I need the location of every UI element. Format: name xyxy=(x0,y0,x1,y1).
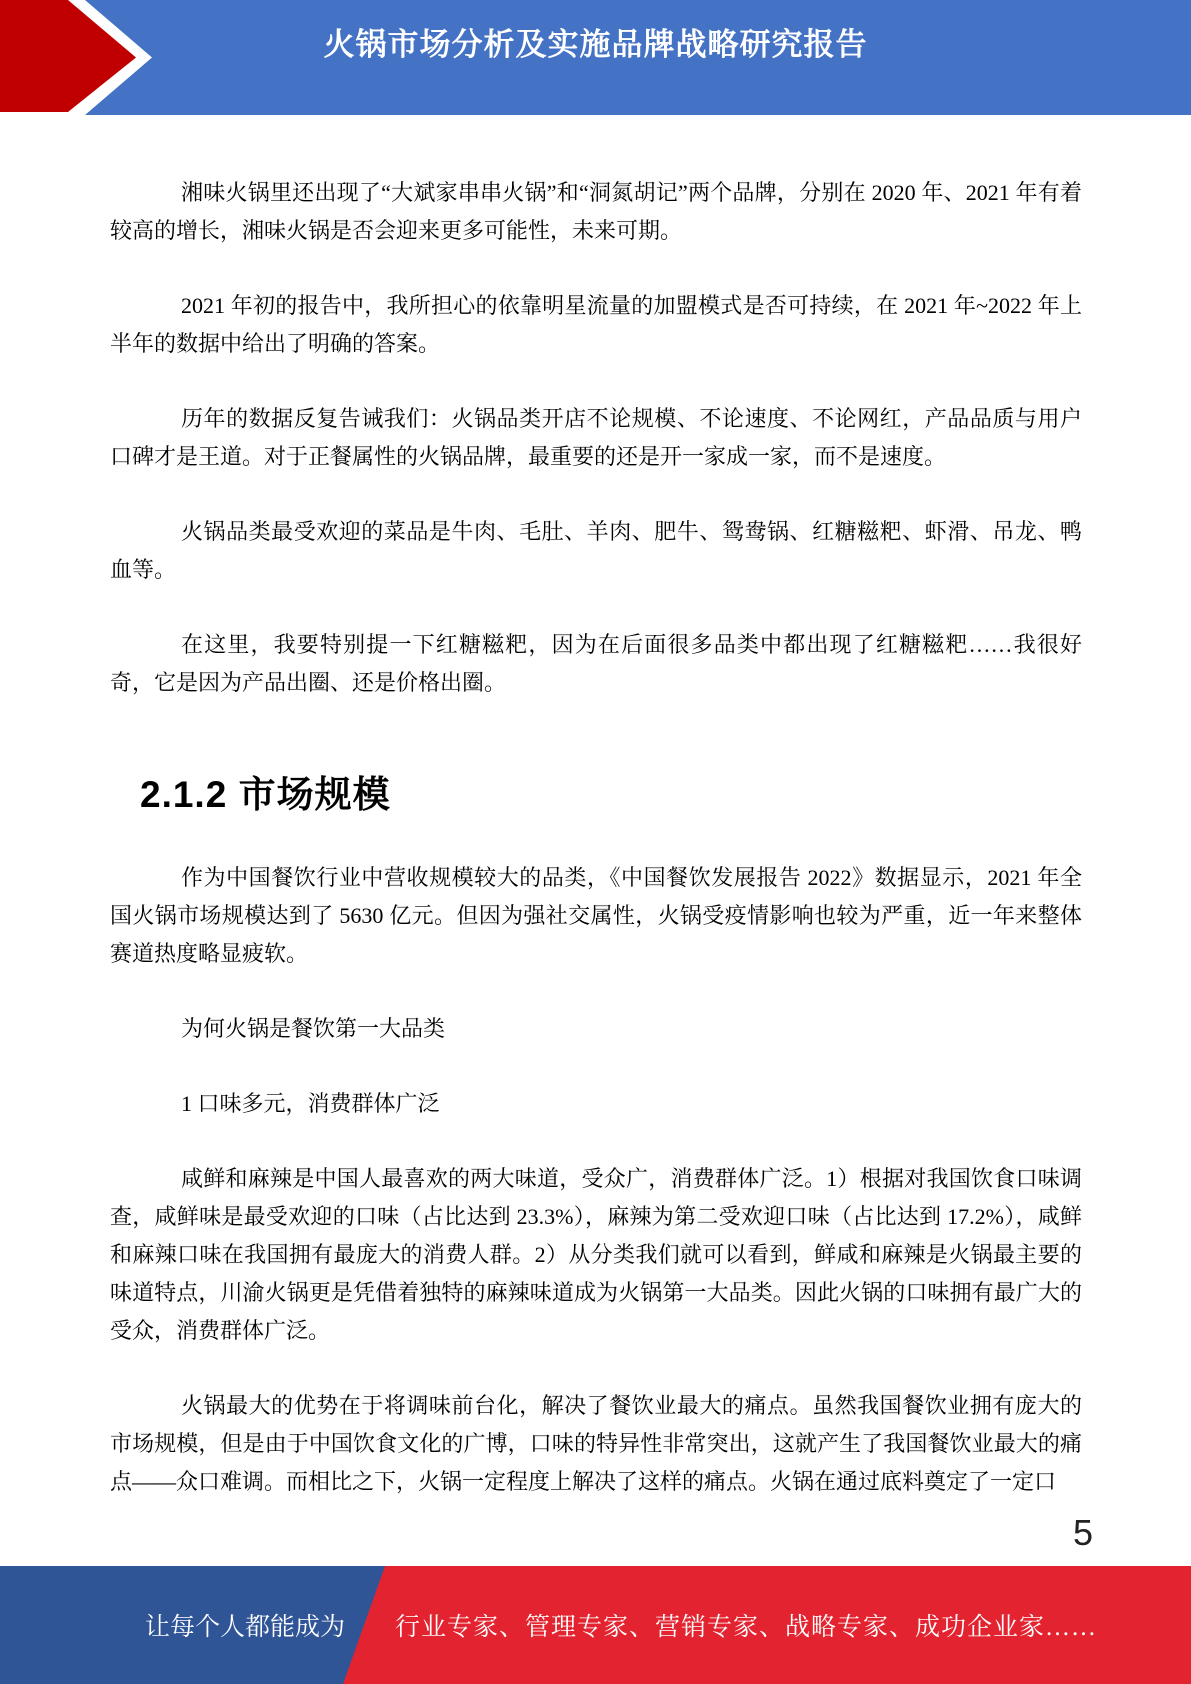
body-paragraph: 咸鲜和麻辣是中国人最喜欢的两大味道，受众广，消费群体广泛。1）根据对我国饮食口味调查，咸鲜味是最受欢迎的口味（占比达到 23.3%），麻辣为第二受欢迎口味（占比达到 17.2%），咸鲜和麻辣口味在我国拥有最庞大的消费人群。2）从分类我们就可以看到，鲜咸和麻辣是火锅最主要的味道特点，川渝火锅更是凭借着独特的麻辣味道成为火锅第一大品类。因此火锅的口味拥有最广大的受众，消费群体广泛。 xyxy=(110,1166,1082,1343)
footer-slogan-right: 行业专家、管理专家、营销专家、战略专家、成功企业家…… xyxy=(395,1614,1098,1641)
body-paragraph: 湘味火锅里还出现了“大斌家串串火锅”和“洞氮胡记”两个品牌，分别在 2020 年、2021 年有着较高的增长，湘味火锅是否会迎来更多可能性，未来可期。 xyxy=(110,180,1082,243)
page-number: 5 xyxy=(1072,1512,1093,1553)
report-title: 火锅市场分析及实施品牌战略研究报告 xyxy=(323,27,868,62)
page-footer xyxy=(0,1566,1191,1684)
body-paragraph: 1 口味多元，消费群体广泛 xyxy=(181,1091,440,1116)
page-header-banner xyxy=(0,0,1191,115)
body-paragraph: 作为中国餐饮行业中营收规模较大的品类，《中国餐饮发展报告 2022》数据显示，2021 年全国火锅市场规模达到了 5630 亿元。但因为强社交属性，火锅受疫情影响也较为严重，近一年来整体赛道热度略显疲软。 xyxy=(110,865,1082,966)
footer-slogan-left: 让每个人都能成为 xyxy=(144,1614,345,1641)
document-body xyxy=(110,174,1082,1538)
body-paragraph: 在这里，我要特别提一下红糖糍粑，因为在后面很多品类中都出现了红糖糍粑……我很好奇，它是因为产品出圈、还是价格出圈。 xyxy=(110,632,1082,695)
body-paragraph: 火锅品类最受欢迎的菜品是牛肉、毛肚、羊肉、肥牛、鸳鸯锅、红糖糍粑、虾滑、吊龙、鸭血等。 xyxy=(110,519,1082,582)
section-heading: 2.1.2 市场规模 xyxy=(140,774,391,815)
body-paragraph: 历年的数据反复告诫我们：火锅品类开店不论规模、不论速度、不论网红，产品品质与用户口碑才是王道。对于正餐属性的火锅品牌，最重要的还是开一家成一家，而不是速度。 xyxy=(110,406,1082,469)
body-paragraph: 火锅最大的优势在于将调味前台化，解决了餐饮业最大的痛点。虽然我国餐饮业拥有庞大的市场规模，但是由于中国饮食文化的广博，口味的特异性非常突出，这就产生了我国餐饮业最大的痛点——众口难调。而相比之下，火锅一定程度上解决了这样的痛点。火锅在通过底料奠定了一定口 xyxy=(110,1393,1082,1494)
body-paragraph: 2021 年初的报告中，我所担心的依靠明星流量的加盟模式是否可持续，在 2021 年~2022 年上半年的数据中给出了明确的答案。 xyxy=(110,293,1082,356)
body-paragraph: 为何火锅是餐饮第一大品类 xyxy=(181,1016,446,1041)
